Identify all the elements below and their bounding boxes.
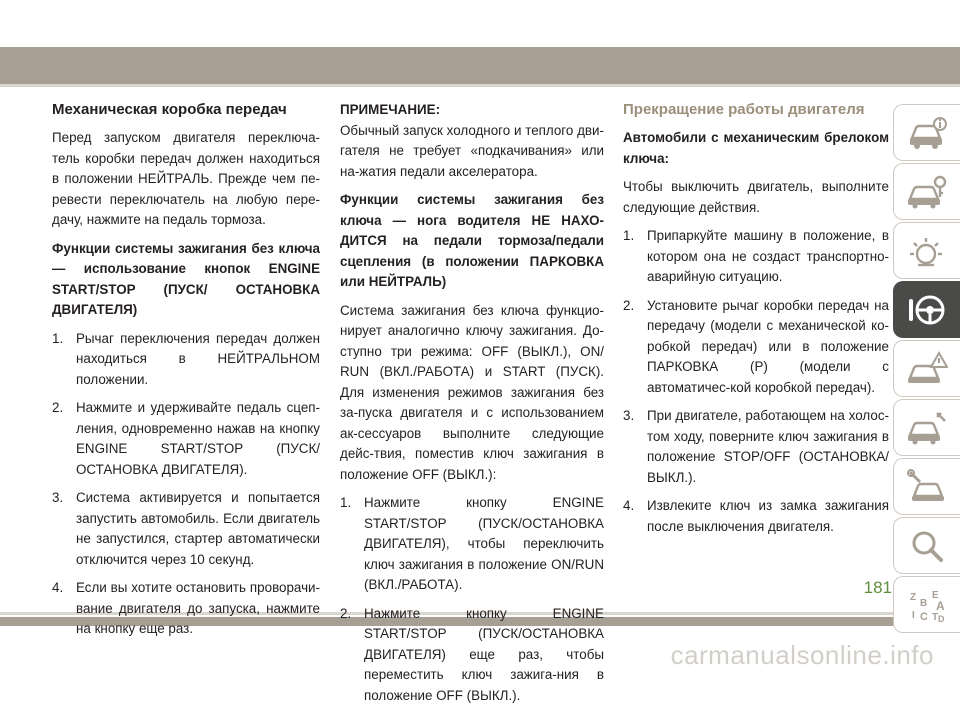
section-heading: Прекращение работы двигателя bbox=[623, 101, 865, 118]
list-item: 1. Рычаг переключения передач должен находиться в НЕЙТРАЛЬНОМ положении. bbox=[52, 330, 320, 387]
list-item: 1. Нажмите кнопку ENGINE START/STOP (ПУСК/ОСТАНОВКА ДВИГАТЕЛЯ), чтобы переключить ключ зажигания в положение ON/RUN (ВКЛ./РАБОТА). bbox=[340, 495, 604, 592]
tab-maintenance[interactable] bbox=[893, 458, 960, 515]
page-number: 181 bbox=[863, 578, 892, 597]
car-key-icon bbox=[906, 173, 948, 211]
steps-list bbox=[52, 329, 320, 640]
list-item: 4. Если вы хотите остановить проворачи-вание двигателя до запуска, нажмите на кнопку еще раз. bbox=[52, 580, 320, 636]
tab-servicing[interactable] bbox=[893, 399, 960, 456]
svg-text:B: B bbox=[920, 597, 928, 609]
column-engine-stop bbox=[623, 100, 889, 545]
svg-text:T: T bbox=[932, 611, 939, 623]
svg-text:C: C bbox=[920, 610, 928, 623]
column-manual-transmission bbox=[52, 100, 320, 648]
wrench-car-icon bbox=[906, 468, 948, 506]
tab-index[interactable] bbox=[893, 576, 960, 633]
steering-wheel-icon bbox=[906, 291, 948, 329]
top-margin bbox=[0, 0, 960, 47]
list-item: 3. При двигателе, работающем на холос-том ходу, поверните ключ зажигания в положение STOP/OFF (ОСТАНОВКА/ВЫКЛ.). bbox=[623, 408, 889, 485]
subheading: Функции системы зажигания без ключа — использование кнопок ENGINE START/STOP (ПУСК/ ОСТАНОВКА ДВИГАТЕЛЯ) bbox=[52, 240, 320, 317]
chapter-tabs bbox=[893, 104, 960, 635]
section-heading: Механическая коробка передач bbox=[52, 101, 287, 118]
note-heading: ПРИМЕЧАНИЕ: bbox=[340, 102, 441, 117]
car-info-icon bbox=[906, 114, 948, 152]
list-item: 4. Извлеките ключ из замка зажигания после выключения двигателя. bbox=[623, 498, 889, 534]
list-item: 2. Установите рычаг коробки передач на передачу (модели с механической ко-робкой передач) или в положение ПАРКОВКА (P) (модели с автоматичес-кой коробкой передач). bbox=[623, 297, 889, 395]
magnifier-icon bbox=[906, 527, 948, 565]
alphabet-index-icon bbox=[906, 586, 948, 624]
warning-triangle-icon bbox=[906, 350, 948, 388]
warning-light-icon bbox=[906, 232, 948, 270]
list-item: 1. Припаркуйте машину в положение, в котором она не создаст транспортно-аварийную ситуацию. bbox=[623, 228, 889, 284]
svg-text:A: A bbox=[936, 598, 945, 613]
car-tools-icon bbox=[906, 409, 948, 447]
intro-paragraph: Чтобы выключить двигатель, выполните следующие действия. bbox=[623, 179, 889, 215]
steps-list bbox=[623, 226, 889, 537]
svg-text:Z: Z bbox=[910, 591, 917, 603]
note-text: Обычный запуск холодного и теплого дви-гателя не требует «подкачивания» или на-жатия педали акселератора. bbox=[340, 122, 604, 179]
tab-technical-specs[interactable] bbox=[893, 517, 960, 574]
tab-getting-started[interactable] bbox=[893, 163, 960, 220]
subheading: Функции системы зажигания без ключа — нога водителя НЕ НАХО-ДИТСЯ на педали тормоза/педали сцепления (в положении ПАРКОВКА или НЕЙТРАЛЬ) bbox=[340, 192, 604, 289]
svg-text:E: E bbox=[932, 589, 939, 601]
list-item: 2. Нажмите кнопку ENGINE START/STOP (ПУСК/ОСТАНОВКА ДВИГАТЕЛЯ) еще раз, чтобы переместить ключ зажига-ния в положение OFF (ВЫКЛ.). bbox=[340, 605, 604, 703]
header-band bbox=[0, 47, 960, 84]
list-item: 2. Нажмите и удерживайте педаль сцеп-ления, одновременно нажав на кнопку ENGINE START/STOP (ПУСК/ ОСТАНОВКА ДВИГАТЕЛЯ). bbox=[52, 400, 320, 477]
tab-vehicle-info[interactable] bbox=[893, 104, 960, 161]
column-keyless-ignition bbox=[340, 100, 604, 714]
tab-emergency[interactable] bbox=[893, 340, 960, 397]
header-band-line bbox=[0, 84, 960, 87]
subheading: Автомобили с механическим брелоком ключа: bbox=[623, 130, 889, 166]
svg-text:D: D bbox=[938, 613, 945, 624]
tab-instrument-panel[interactable] bbox=[893, 222, 960, 279]
intro-paragraph: Перед запуском двигателя переключа-тель коробки передач должен находиться в положении НЕЙТРАЛЬ. Прежде чем пе-ревести переключатель на любую пере-дачу, нажмите на педаль тормоза. bbox=[52, 130, 320, 227]
body-paragraph: Система зажигания без ключа функцио-нирует аналогично ключу зажигания. До-ступно три режима: OFF (ВЫКЛ.), ON/ RUN (ВКЛ./РАБОТА) и START (ПУСК). Для изменения режимов зажигания без за-пуска двигателя и с использованием ак-сессуаров выполните следующие дейс-твия, поместив ключ зажигания в положение OFF (ВЫКЛ.): bbox=[340, 302, 604, 482]
tab-starting-operating[interactable] bbox=[893, 281, 960, 338]
list-item: 3. Система активируется и попытается запустить автомобиль. Если двигатель не запустился, стартер автоматически отключится через 10 секунд. bbox=[52, 490, 320, 567]
watermark: carmanualsonline.info bbox=[670, 640, 934, 670]
steps-list bbox=[340, 493, 604, 706]
svg-text:I: I bbox=[912, 609, 915, 621]
